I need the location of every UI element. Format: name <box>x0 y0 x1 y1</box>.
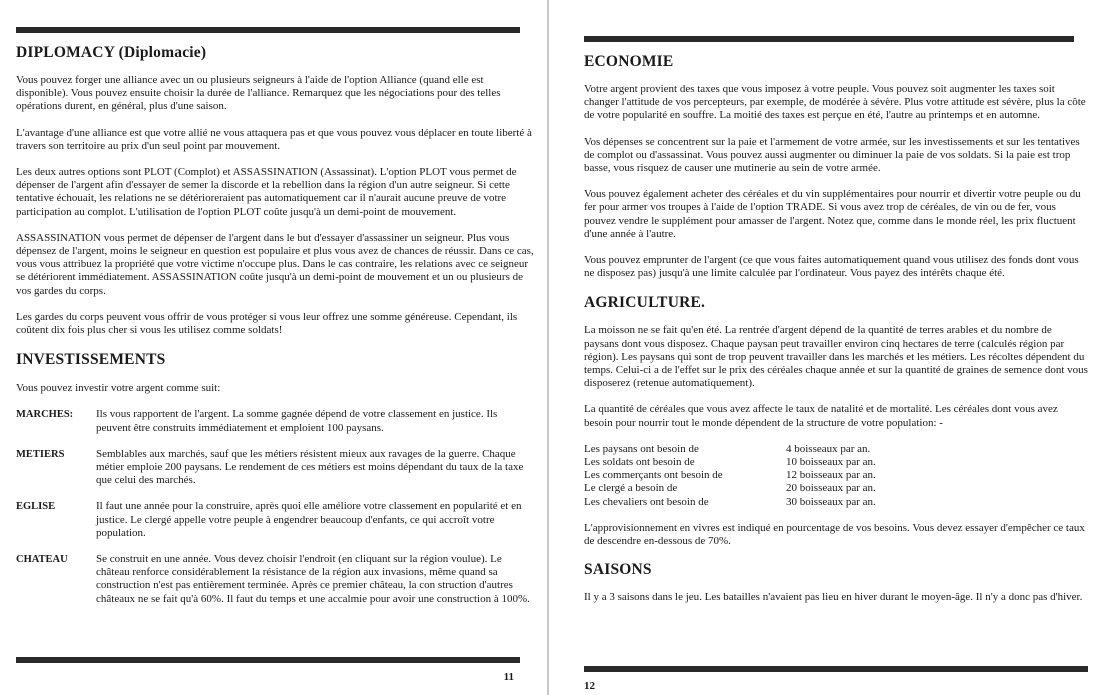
investment-item <box>16 553 534 606</box>
diplomacy-paragraph: Les gardes du corps peuvent vous offrir de vous protéger si vous leur offrez une somme généreuse. Cependant, ils coûtent dix fois plus cher si vous les utilisez comme soldats! <box>16 310 518 337</box>
investment-term: MARCHES: <box>16 409 74 421</box>
agriculture-heading: AGRICULTURE. <box>584 294 706 312</box>
saisons-heading: SAISONS <box>584 561 652 579</box>
page-number: 12 <box>584 680 595 692</box>
diplomacy-paragraph: L'avantage d'une alliance est que votre allié ne vous attaquera pas et que vous pouvez vous déplacer en toute liberté à travers son territoire au prix d'un seul point par mouvement. <box>16 126 532 152</box>
investissements-heading: INVESTISSEMENTS <box>16 351 166 369</box>
investment-term: METIERS <box>16 448 65 460</box>
economie-paragraph: Votre argent provient des taxes que vous imposez à votre peuple. Vous pouvez soit augmenter les taxes soit changer l'attitude de vos percepteurs, par exemple, de modérée à sévère. Plus votre attitude est sévère, plus la côte de votre popularité en souffre. La moitié des taxes est perçue en été, l'autre au printemps et en automne. <box>584 83 1086 122</box>
table-row <box>584 469 876 482</box>
economie-heading: ECONOMIE <box>584 53 674 70</box>
page-11 <box>0 0 548 695</box>
top-rule <box>16 27 520 33</box>
population-group: Les paysans ont besoin de <box>584 442 699 455</box>
grain-amount: 30 boisseaux par an. <box>786 495 876 508</box>
saisons-paragraph: Il y a 3 saisons dans le jeu. Les batailles n'avaient pas lieu en hiver durant le moyen-âge. Il n'y a donc pas d'hiver. <box>584 591 1083 604</box>
agriculture-paragraph: La moisson ne se fait qu'en été. La rentrée d'argent dépend de la quantité de terres arables et du nombre de paysans dont vous disposez. Chaque paysan peut travailler environ cinq hectares de terre (calculés région par région). Les paysans qui sont de trop peuvent travailler dans les marchés et les métiers. Les récoltes dépendent du temps. Celui-ci a de l'effet sur le prix des céréales chaque année et sur la quantité de graines de semence dont vous disposerez (retenue automatiquement). <box>584 324 1088 390</box>
investment-description: Ils vous rapportent de l'argent. La somme gagnée dépend de votre classement en justice. Ils peuvent être construits immédiatement et emploient 100 paysans. <box>96 408 498 434</box>
table-row <box>584 482 876 495</box>
bottom-rule <box>16 657 520 663</box>
bottom-rule <box>584 666 1088 672</box>
diplomacy-paragraph: Les deux autres options sont PLOT (Complot) et ASSASSINATION (Assassinat). L'option PLOT vous permet de dépenser de l'argent afin d'essayer de semer la discorde et la rebellion dans la région d'un autre seigneur. Si cette tentative échouait, les relations ne se détérioreraient pas automatiquement car il n'aurait aucune preuve de votre participation au complot. L'utilisation de l'option PLOT coûte jusqu'à un demi-point de mouvement. <box>16 166 517 218</box>
grain-amount: 10 boisseaux par an. <box>786 456 876 469</box>
grain-needs-table <box>584 443 876 509</box>
population-group: Les soldats ont besoin de <box>584 456 695 469</box>
grain-amount: 4 boisseaux par an. <box>786 442 871 455</box>
table-row <box>584 456 876 469</box>
investment-description: Il faut une année pour la construire, après quoi elle améliore votre classement en popularité et en justice. Le clergé appelle votre peuple à engendrer beaucoup d'enfants, ce qui accroît votre population. <box>96 500 522 539</box>
economie-paragraph: Vous pouvez emprunter de l'argent (ce que vous faites automatiquement quand vous utilisez des fonds dont vous ne disposez pas) jusqu'à une limite calculée par l'ordinateur. Vous payez des intérêts chaque été. <box>584 254 1079 280</box>
diplomacy-heading: DIPLOMACY (Diplomacie) <box>16 44 207 61</box>
page-number: 11 <box>503 671 514 683</box>
investment-item <box>16 500 534 540</box>
agriculture-closing: L'approvisionnement en vivres est indiqué en pourcentage de vos besoins. Vous devez essayer d'empêcher ce taux de descendre en-dessous de 70%. <box>584 521 1085 548</box>
population-group: Le clergé a besoin de <box>584 482 678 495</box>
investissements-intro: Vous pouvez investir votre argent comme suit: <box>16 382 221 395</box>
diplomacy-paragraph: Vous pouvez forger une alliance avec un ou plusieurs seigneurs à l'aide de l'option Alliance (quand elle est disponible). Vous pouvez ensuite choisir la durée de l'alliance. Remarquez que les négociations pour des telles opérations durent, en général, plus d'une saison. <box>16 74 501 113</box>
table-row <box>584 443 876 456</box>
population-group: Les commerçants ont besoin de <box>584 469 723 482</box>
grain-amount: 20 boisseaux par an. <box>786 482 876 495</box>
economie-paragraph: Vos dépenses se concentrent sur la paie et l'armement de votre armée, sur les investissements et sur les tentatives de complot ou d'assassinat. Vous pouvez aussi augmenter ou diminuer la paie de vos soldats. Si la paie est trop basse, vous risquez de causer une mutinerie au sein de votre armée. <box>584 135 1080 175</box>
agriculture-paragraph: La quantité de céréales que vous avez affecte le taux de natalité et de mortalité. Les céréales dont vous avez besoin pour nourrir tout le monde dépendent de la structure de votre population: - <box>584 403 1058 429</box>
investment-item <box>16 448 534 488</box>
investment-description: Se construit en une année. Vous devez choisir l'endroit (en cliquant sur la région voulue). Le château renforce considérablement la résistance de la région aux invasions, même quand sa construction n'est pas entièrement terminée. Après ce premier château, la con struction d'autres châteaux ne se fait qu'à 60%. Il faut du temps et une accalmie pour avoir une construction à 100%. <box>96 553 530 605</box>
top-rule <box>584 36 1074 42</box>
investment-item <box>16 408 534 434</box>
table-row <box>584 496 876 509</box>
page-12 <box>552 0 1100 695</box>
economie-paragraph: Vous pouvez également acheter des céréales et du vin supplémentaires pour nourrir et divertir votre peuple ou du fer pour armer vos troupes à l'aide de l'option TRADE. Si vous avez trop de céréales, de vin ou de fer, vous pouvez vendre le supplément pour amasser de l'argent. Notez que, comme dans le monde réel, les prix fluctuent d'une année à l'autre. <box>584 188 1081 240</box>
diplomacy-paragraph: ASSASSINATION vous permet de dépenser de l'argent dans le but d'essayer d'assassiner un seigneur. Plus vous dépensez de l'argent, moins le seigneur en question est populaire et plus vous avez de chances de réussir. Dans ce cas, vous vous attribuez la propriété que votre victime n'occupe plus. Dans le cas contraire, les relations avec ce seigneur se détériorent immédiatement. ASSASSINATION coûte jusqu'à un demi-point de mouvement et un ou plusieurs de vos gardes du corps. <box>16 231 534 297</box>
population-group: Les chevaliers ont besoin de <box>584 495 709 508</box>
investment-term: CHATEAU <box>16 554 68 566</box>
grain-amount: 12 boisseaux par an. <box>786 469 876 482</box>
investment-description: Semblables aux marchés, sauf que les métiers résistent mieux aux ravages de la guerre. Chaque métier emploie 200 paysans. Le rendement de ces métiers est moins dépendant du taux de la taxe que celui des marchés. <box>96 447 524 487</box>
investment-term: EGLISE <box>16 501 56 513</box>
